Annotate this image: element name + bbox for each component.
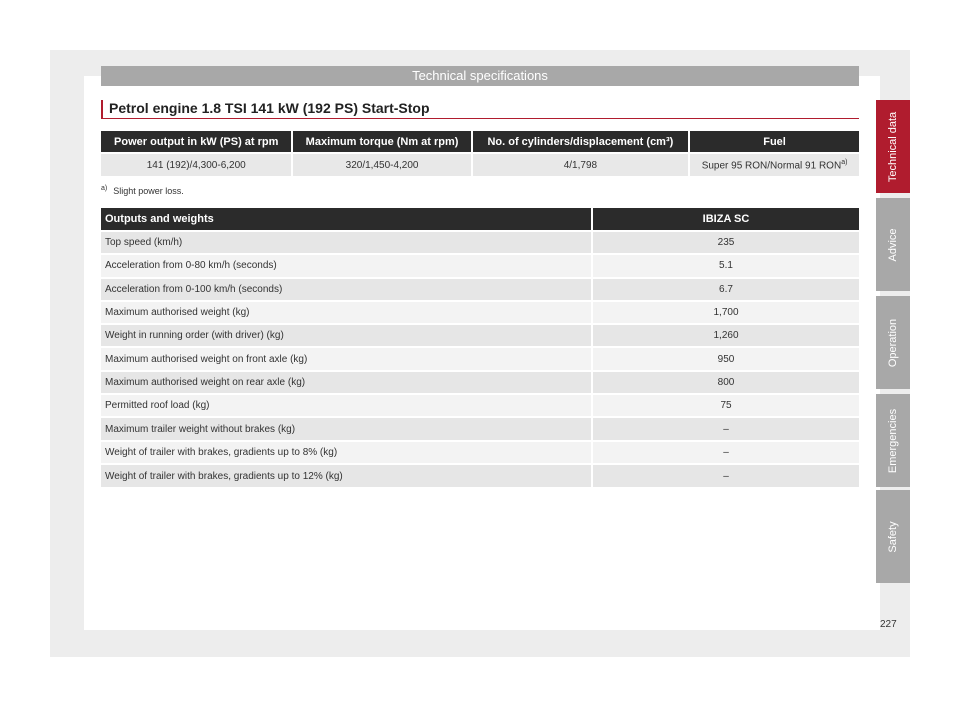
fuel-value: Super 95 RON/Normal 91 RON (701, 160, 842, 172)
tab-label: Advice (887, 227, 899, 262)
column-header: Outputs and weights (101, 208, 592, 231)
title-underline (101, 118, 859, 119)
tab-operation[interactable] (876, 296, 910, 389)
table-cell-value: 75 (592, 394, 859, 417)
footnote-ref: a) (841, 158, 848, 166)
engine-spec-table (101, 131, 859, 176)
table-row (101, 371, 859, 394)
table-cell: Acceleration from 0-100 km/h (seconds) (101, 278, 592, 301)
table-row (101, 464, 859, 487)
table-cell-value: 6.7 (592, 278, 859, 301)
table-cell: Weight of trailer with brakes, gradients up to 12% (kg) (101, 464, 592, 487)
table-row (101, 324, 859, 347)
section-header: Technical specifications (101, 66, 859, 86)
column-header: IBIZA SC (592, 208, 859, 231)
footnote-marker: a) (101, 185, 108, 192)
table-cell: 4/1,798 (472, 153, 689, 176)
table-cell-value: – (592, 464, 859, 487)
table-cell-value: 800 (592, 371, 859, 394)
column-header: No. of cylinders/displacement (cm³) (472, 131, 689, 153)
title-accent-bar (101, 100, 103, 119)
table-cell-value: 1,260 (592, 324, 859, 347)
table-cell: Weight of trailer with brakes, gradients up to 8% (kg) (101, 441, 592, 464)
tab-label: Emergencies (887, 408, 899, 473)
table-cell: Acceleration from 0-80 km/h (seconds) (101, 254, 592, 277)
table-cell: Maximum trailer weight without brakes (kg) (101, 417, 592, 440)
tab-technical-data[interactable] (876, 100, 910, 193)
table-row (101, 153, 859, 176)
table-row (101, 254, 859, 277)
table-row (101, 278, 859, 301)
page-number: 227 (880, 619, 897, 630)
tab-label: Safety (887, 520, 899, 553)
table-cell-value: – (592, 417, 859, 440)
table-row (101, 231, 859, 254)
table-cell: Maximum authorised weight on front axle (kg) (101, 347, 592, 370)
table-row (101, 441, 859, 464)
table-row (101, 394, 859, 417)
weights-table-body (101, 231, 859, 487)
table-cell: Maximum authorised weight (kg) (101, 301, 592, 324)
table-cell: Weight in running order (with driver) (kg) (101, 324, 592, 347)
footnote-text: Slight power loss. (113, 186, 184, 196)
table-cell-value: 235 (592, 231, 859, 254)
column-header: Maximum torque (Nm at rpm) (292, 131, 471, 153)
table-cell-value: 1,700 (592, 301, 859, 324)
engine-table-header-row (101, 131, 859, 153)
table-cell-fuel (689, 153, 859, 176)
table-row (101, 417, 859, 440)
footnote (101, 185, 184, 196)
tab-advice[interactable] (876, 198, 910, 291)
table-cell-value: – (592, 441, 859, 464)
table-cell: Maximum authorised weight on rear axle (kg) (101, 371, 592, 394)
tab-label: Operation (887, 318, 899, 367)
table-row (101, 301, 859, 324)
table-cell: Top speed (km/h) (101, 231, 592, 254)
engine-title: Petrol engine 1.8 TSI 141 kW (192 PS) Start-Stop (109, 100, 430, 116)
tab-emergencies[interactable] (876, 394, 910, 487)
tab-safety[interactable] (876, 490, 910, 583)
tab-label: Technical data (887, 111, 899, 182)
weights-table (101, 208, 859, 487)
table-cell: 141 (192)/4,300-6,200 (101, 153, 292, 176)
column-header: Power output in kW (PS) at rpm (101, 131, 292, 153)
table-cell: Permitted roof load (kg) (101, 394, 592, 417)
table-cell-value: 950 (592, 347, 859, 370)
weights-table-header-row (101, 208, 859, 231)
table-cell-value: 5.1 (592, 254, 859, 277)
table-cell: 320/1,450-4,200 (292, 153, 471, 176)
table-row (101, 347, 859, 370)
column-header: Fuel (689, 131, 859, 153)
